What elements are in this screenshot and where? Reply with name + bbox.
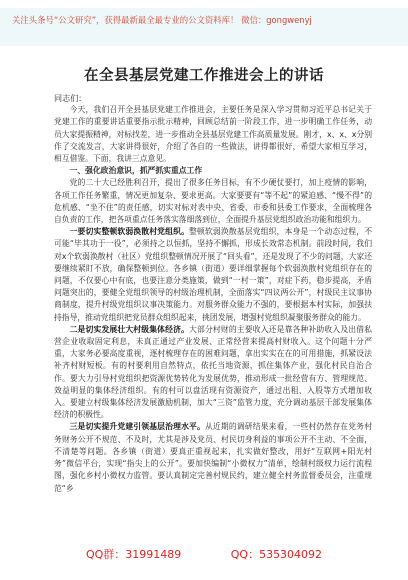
paragraph-4-text: 从近期的调研结果来看，一些村仍然存在党务村务财务公开不规范、不及时，尤其是涉及党员、村民切身利益的事项公开不主动、不全面，不清楚等问题。各乡镇（街道）要真正重视起来，扎实做好整改，用好“互联网+阳光村务”微信平台，实现“指尖上的公开”。要加快编制“小微权力”清单，绘制村级权力运行流程图，强化乡村小微权力监管。要认真制定完善村规民约，建立健全村务监督委员会，注重规范“乡 bbox=[54, 422, 372, 493]
paragraph-3-lead: 二是切实发展壮大村级集体经济。 bbox=[69, 324, 190, 334]
paragraph-4-lead: 三是切实提升党建引领基层治理水平。 bbox=[69, 422, 205, 432]
section-heading-1: 一、强化政治意识，抓严抓实重点工作 bbox=[69, 166, 203, 176]
paragraph-2 bbox=[54, 226, 372, 324]
banner-text: 关注头条号“公文研究”，获得最新最全最专业的公文资料库！ 微信：gongwenyj bbox=[12, 15, 312, 25]
paragraph-4 bbox=[54, 421, 372, 494]
footer-contact bbox=[0, 546, 408, 562]
qq-number: QQ：535304092 bbox=[230, 548, 323, 561]
salutation: 同志们： bbox=[54, 93, 87, 103]
qq-group-number: QQ群：31991489 bbox=[85, 548, 182, 561]
top-banner bbox=[0, 8, 408, 46]
paragraph-2-text: 整顿软弱涣散基层党组织，本身是一个动态过程，不可能“毕其功于一役”，必须持之以恒抓，坚持不懈抓，形成长效常态机制。前段时间，我们对x个软弱涣散村（社区）党组织整顿情况开展了“回头看”，还是发现了不少的问题，大家还要继续紧盯不放，确保整顿到位。各乡镇（街道）要详细掌握每个软弱涣散村党组织存在的问题，不仅要心中有底，也要注意分类施策，做到“一村一策”，对症下药，稳步提高，矛盾问题突出的，要健全党组织领导的村级治理机制，全面落实“四议两公开”，村级民主议事协商制度，提升村级党组织议事决策能力。对服务群众能力不强的，要根据本村实际，加强扶持指导，推动党组织把党员群众组织起来，挑团发展，增强村党组织凝聚服务群众的能力。 bbox=[54, 227, 372, 322]
paragraph-3 bbox=[54, 324, 372, 422]
document-body bbox=[54, 92, 372, 532]
paragraph-1: 党的二十大已经胜利召开，提出了很多任务目标，有不少硬仗要打，加上疫情的影响，各项工作任务繁重，情况更加复杂、要求更高。大家要要有“等不起”的紧迫感、“慢不得”的危机感、“坐不住”的责任感，切实对标对表中央、省委、市委和县委工作要求，全面梳理各自负责的工作，把各项重点任务落实落细落到位，全面提升基层党组织政治功能和组织力。 bbox=[54, 178, 372, 225]
paragraph-2-lead: 一要切实整顿软弱涣散村党组织。 bbox=[69, 227, 190, 237]
paragraph-3-text: 大部分村财的主要收入还是靠各种补助收入及出借私营企业收取固定利息，未真正通过产业发展、正常经营来提高村财收入。这个问题十分严重，大家务必要高度重视，逐村梳理存在的困难问题，拿出实实在在的可用措施，抓紧设法补齐村财短板。有的村要利用自然特点，依托当地资源，抓住集体产业，强化村民自治合作。要大力引导村党组织把资源优势转化为发展优势，推动形成一批经营有方、管理规范、效益明显的集体经济组织。有的村可以盘活现有资源资产，通过出租、入股等方式增加收入。要建立村级集体经济发展激励机制，加大“三资”监管力度，充分调动基层干部发展集体经济的积极性。 bbox=[54, 324, 372, 420]
document-title: 在全县基层党建工作推进会上的讲话 bbox=[84, 68, 324, 84]
intro-paragraph: 今天，我们召开全县基层党建工作推进会，主要任务是深入学习贯彻习近平总书记关于党建工作的重要讲话重要指示批示精神，回顾总结前一阶段工作，进一步明确工作任务，动员大家提振精神，对标找差，进一步推动全县基层党建工作高质量发展。刚才，x、x、x分别作了交流发言，大家讲得很好，介绍了各自的一些做法，讲得都很好，希望大家相互学习，相互借鉴。下面，我讲三点意见。 bbox=[54, 105, 372, 164]
